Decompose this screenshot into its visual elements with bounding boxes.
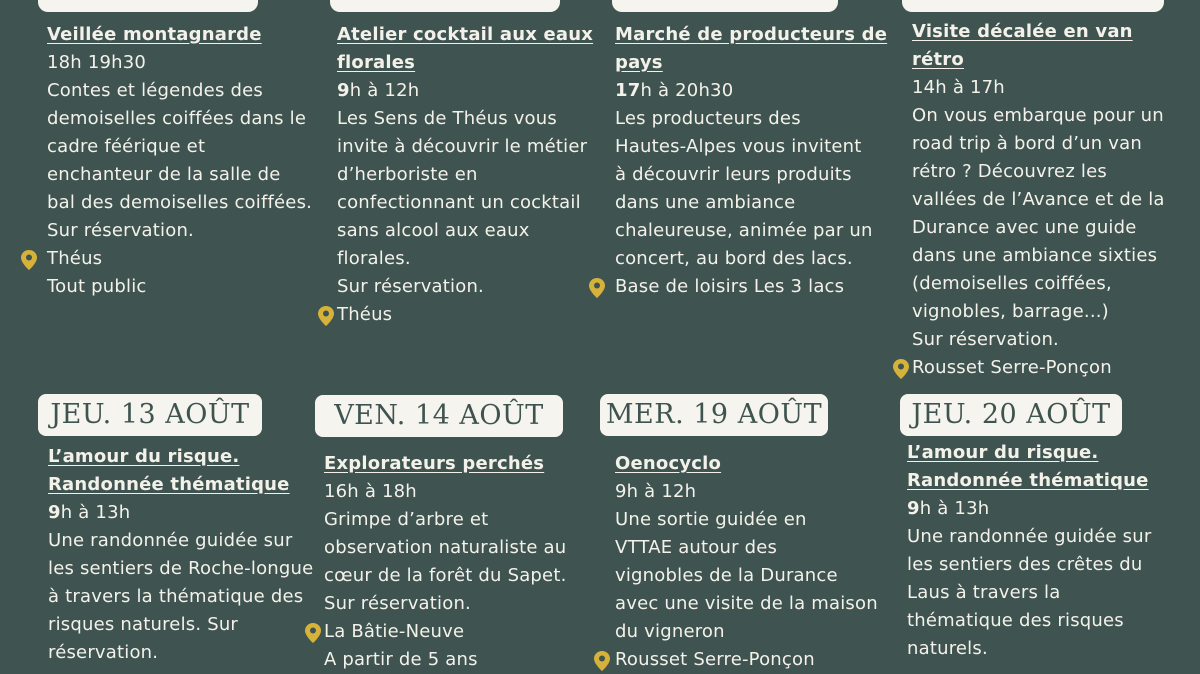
event-desc: les sentiers des crêtes du <box>907 554 1143 575</box>
location-text: Théus <box>47 248 103 269</box>
event-amour-risque-20 <box>907 439 1177 663</box>
location-pin-icon <box>318 306 334 326</box>
event-desc: Une sortie guidée en <box>615 509 807 530</box>
event-amour-risque-13 <box>48 443 318 667</box>
event-title: L’amour du risque. <box>907 442 1099 463</box>
event-title: pays <box>615 52 663 73</box>
event-time: 9h à 13h <box>907 498 990 519</box>
event-desc: bal des demoiselles coiffées. <box>47 192 313 213</box>
event-desc: florales. <box>337 248 411 269</box>
date-badge: JEU. 20 AOÛT <box>900 394 1122 436</box>
event-location <box>47 245 317 273</box>
event-time: 9h à 13h <box>48 502 131 523</box>
event-desc: naturels. <box>907 638 988 659</box>
event-desc: d’herboriste en <box>337 164 478 185</box>
event-desc: confectionnant un cocktail <box>337 192 581 213</box>
event-desc: à découvrir leurs produits <box>615 164 852 185</box>
event-desc: Sur réservation. <box>324 593 471 614</box>
location-pin-icon <box>305 623 321 643</box>
event-desc: cœur de la forêt du Sapet. <box>324 565 567 586</box>
location-text: Rousset Serre-Ponçon <box>615 649 815 670</box>
event-desc: Durance avec une guide <box>912 217 1137 238</box>
event-title: Randonnée thématique <box>48 474 290 495</box>
event-desc: invite à découvrir le métier <box>337 136 588 157</box>
event-desc: réservation. <box>48 642 159 663</box>
event-audience: Tout public <box>47 276 147 297</box>
event-desc: Sur réservation. <box>337 276 484 297</box>
event-desc: Grimpe d’arbre et <box>324 509 489 530</box>
date-badge-top-3 <box>612 0 838 12</box>
event-desc: Une randonnée guidée sur <box>907 526 1152 547</box>
event-visite-van <box>912 18 1182 382</box>
event-desc: (demoiselles coiffées, <box>912 273 1112 294</box>
event-title: Veillée montagnarde <box>47 24 262 45</box>
event-desc: On vous embarque pour un <box>912 105 1164 126</box>
event-desc: Les Sens de Théus vous <box>337 108 557 129</box>
event-location <box>324 618 594 646</box>
event-desc: Sur réservation. <box>47 220 194 241</box>
event-title: Randonnée thématique <box>907 470 1149 491</box>
event-desc: les sentiers de Roche-longue <box>48 558 314 579</box>
event-veillee <box>47 21 317 301</box>
event-desc: Hautes-Alpes vous invitent <box>615 136 862 157</box>
event-desc: cadre féérique et <box>47 136 206 157</box>
location-text: Base de loisirs Les 3 lacs <box>615 276 845 297</box>
event-time: 9h à 12h <box>615 481 697 502</box>
event-location <box>912 354 1182 382</box>
event-title: Oenocyclo <box>615 453 722 474</box>
event-time: 18h 19h30 <box>47 52 147 73</box>
event-desc: chaleureuse, animée par un <box>615 220 873 241</box>
event-time: 17h à 20h30 <box>615 80 734 101</box>
location-text: Théus <box>337 304 393 325</box>
event-desc: road trip à bord d’un van <box>912 133 1142 154</box>
date-badge-top-4 <box>902 0 1164 12</box>
event-explorateurs-perches <box>324 450 594 674</box>
location-pin-icon <box>589 278 605 298</box>
event-title: Visite décalée en van <box>912 21 1133 42</box>
event-title: Explorateurs perchés <box>324 453 545 474</box>
location-pin-icon <box>594 651 610 671</box>
event-desc: VTTAE autour des <box>615 537 778 558</box>
event-location <box>337 301 607 329</box>
date-badge: MER. 19 AOÛT <box>600 394 828 436</box>
date-badge-top-1 <box>38 0 258 12</box>
event-time: 16h à 18h <box>324 481 417 502</box>
event-desc: risques naturels. Sur <box>48 614 239 635</box>
event-desc: Contes et légendes des <box>47 80 263 101</box>
location-text: Rousset Serre-Ponçon <box>912 357 1112 378</box>
event-title: Atelier cocktail aux eaux <box>337 24 594 45</box>
event-location <box>615 646 885 674</box>
event-atelier-cocktail <box>337 21 607 329</box>
event-desc: Sur réservation. <box>912 329 1059 350</box>
event-audience: A partir de 5 ans <box>324 649 478 670</box>
event-desc: sans alcool aux eaux <box>337 220 530 241</box>
event-desc: concert, au bord des lacs. <box>615 248 853 269</box>
date-badge: JEU. 13 AOÛT <box>38 394 262 436</box>
event-title: Marché de producteurs de <box>615 24 888 45</box>
event-desc: vignobles, barrage...) <box>912 301 1109 322</box>
event-desc: à travers la thématique des <box>48 586 304 607</box>
event-desc: enchanteur de la salle de <box>47 164 281 185</box>
event-desc: Laus à travers la <box>907 582 1061 603</box>
event-desc: rétro ? Découvrez les <box>912 161 1107 182</box>
event-oenocyclo <box>615 450 885 674</box>
event-title: rétro <box>912 49 964 70</box>
event-desc: dans une ambiance sixties <box>912 245 1158 266</box>
event-marche-producteurs <box>615 21 888 301</box>
event-desc: avec une visite de la maison <box>615 593 878 614</box>
location-pin-icon <box>21 250 37 270</box>
event-desc: vignobles de la Durance <box>615 565 838 586</box>
event-desc: dans une ambiance <box>615 192 796 213</box>
event-desc: observation naturaliste au <box>324 537 567 558</box>
location-pin-icon <box>893 359 909 379</box>
event-desc: thématique des risques <box>907 610 1124 631</box>
location-text: La Bâtie-Neuve <box>324 621 465 642</box>
event-location <box>615 273 885 301</box>
date-badge: VEN. 14 AOÛT <box>315 395 563 437</box>
event-title: florales <box>337 52 416 73</box>
event-title: L’amour du risque. <box>48 446 240 467</box>
event-time: 14h à 17h <box>912 77 1005 98</box>
event-desc: demoiselles coiffées dans le <box>47 108 307 129</box>
event-time: 9h à 12h <box>337 80 420 101</box>
event-desc: Les producteurs des <box>615 108 801 129</box>
event-desc: Une randonnée guidée sur <box>48 530 293 551</box>
date-badge-top-2 <box>330 0 560 12</box>
event-desc: du vigneron <box>615 621 725 642</box>
event-desc: vallées de l’Avance et de la <box>912 189 1165 210</box>
